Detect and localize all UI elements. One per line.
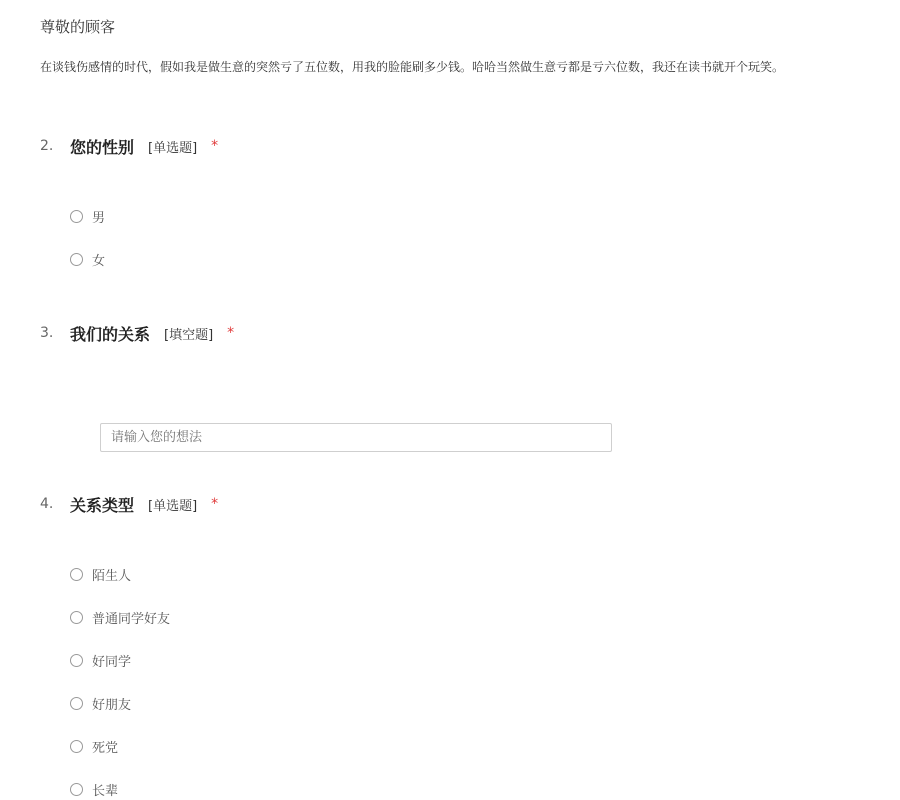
- question-3-title: [40, 321, 234, 345]
- option-label: 陌生人: [92, 568, 132, 584]
- relationship-text-input[interactable]: [100, 423, 612, 452]
- question-text: 关系类型: [70, 495, 135, 515]
- radio-button[interactable]: [70, 611, 83, 624]
- radio-option-good-friend[interactable]: [70, 694, 131, 712]
- radio-button[interactable]: [70, 783, 83, 796]
- option-label: 好朋友: [92, 697, 132, 713]
- radio-button[interactable]: [70, 568, 83, 581]
- required-mark: *: [211, 496, 219, 512]
- survey-intro: 在谈钱伤感情的时代，假如我是做生意的突然亏了五位数，用我的脸能刷多少钱。哈哈当然做生意亏都是亏六位数，我还在读书就开个玩笑。: [40, 60, 785, 74]
- radio-option-stranger[interactable]: [70, 565, 131, 583]
- question-type: [单选题]: [148, 498, 198, 514]
- question-text: 我们的关系: [70, 324, 151, 344]
- option-label: 好同学: [92, 654, 132, 670]
- option-label: 普通同学好友: [92, 611, 171, 627]
- question-number: 4.: [40, 496, 54, 512]
- radio-option-male[interactable]: [70, 207, 105, 225]
- radio-option-best-friend[interactable]: [70, 737, 118, 755]
- radio-button[interactable]: [70, 253, 83, 266]
- question-4-title: [40, 492, 218, 516]
- radio-button[interactable]: [70, 697, 83, 710]
- option-label: 男: [92, 210, 106, 226]
- radio-button[interactable]: [70, 210, 83, 223]
- survey-greeting: 尊敬的顾客: [40, 18, 116, 36]
- radio-button[interactable]: [70, 654, 83, 667]
- question-number: 2.: [40, 138, 54, 154]
- required-mark: *: [227, 325, 235, 341]
- radio-option-female[interactable]: [70, 250, 105, 268]
- option-label: 死党: [92, 740, 119, 756]
- question-type: [填空题]: [164, 327, 214, 343]
- radio-option-elder[interactable]: [70, 780, 118, 798]
- radio-button[interactable]: [70, 740, 83, 753]
- option-label: 女: [92, 253, 106, 269]
- radio-option-ordinary-classmate[interactable]: [70, 608, 170, 626]
- option-label: 长辈: [92, 783, 119, 799]
- question-number: 3.: [40, 325, 54, 341]
- question-2-title: [40, 134, 218, 158]
- question-type: [单选题]: [148, 140, 198, 156]
- radio-option-good-classmate[interactable]: [70, 651, 131, 669]
- required-mark: *: [211, 138, 219, 154]
- question-text: 您的性别: [70, 137, 135, 157]
